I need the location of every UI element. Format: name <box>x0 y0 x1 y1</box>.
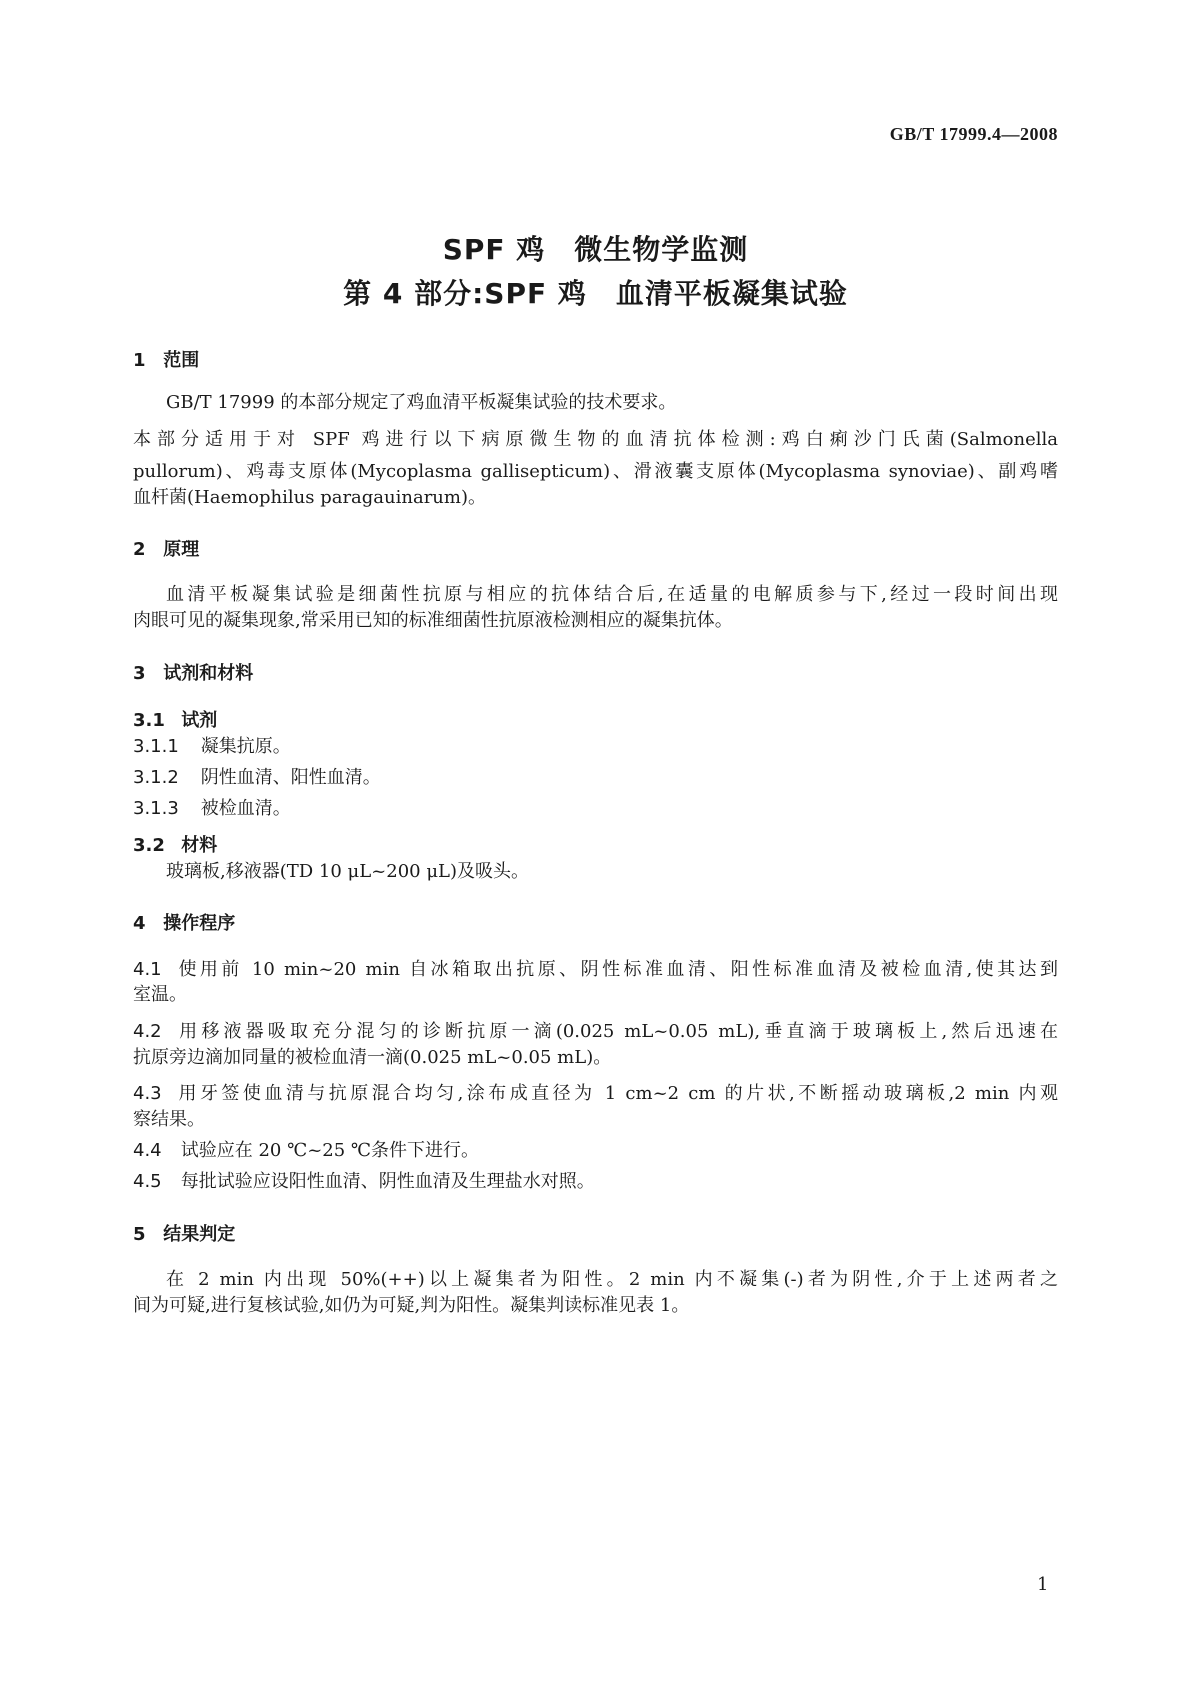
page-number: 1 <box>1037 1574 1049 1595</box>
title-line-2: 第 4 部分:SPF 鸡 血清平板凝集试验 <box>343 277 848 310</box>
item-text: 使用前 10 min~20 min 自冰箱取出抗原、阴性标准血清、阳性标准血清及被检血清,使其达到 <box>175 959 1058 980</box>
item-text: 用牙签使血清与抗原混合均匀,涂布成直径为 1 cm~2 cm 的片状,不断摇动玻璃板,2 min 内观 <box>175 1083 1058 1104</box>
section-number: 3.1 <box>133 710 165 731</box>
paragraph-line: pullorum)、鸡毒支原体(Mycoplasma gallisepticum)、滑液囊支原体(Mycoplasma synoviae)、副鸡嗜 <box>133 461 1058 482</box>
item-number: 4.4 <box>133 1140 162 1161</box>
section-number: 3.2 <box>133 835 165 856</box>
list-item <box>133 769 381 787</box>
list-item <box>133 1142 479 1160</box>
list-item <box>133 800 291 818</box>
section-3-heading <box>133 659 253 685</box>
item-number: 4.3 <box>133 1083 162 1104</box>
section-1-heading <box>133 346 199 372</box>
item-number: 3.1.2 <box>133 767 179 788</box>
section-title: 试剂和材料 <box>163 663 254 684</box>
item-text: 被检血清。 <box>200 798 291 819</box>
section-title: 试剂 <box>181 710 218 731</box>
item-number: 3.1.1 <box>133 736 179 757</box>
list-item <box>133 955 1058 981</box>
paragraph-line: 肉眼可见的凝集现象,常采用已知的标准细菌性抗原液检测相应的凝集抗体。 <box>133 610 733 631</box>
section-number: 2 <box>133 539 146 560</box>
paragraph-line: 血杆菌(Haemophilus paragauinarum)。 <box>133 487 486 508</box>
standard-code: GB/T 17999.4—2008 <box>889 124 1058 144</box>
section-number: 5 <box>133 1224 146 1245</box>
item-text: 每批试验应设阳性血清、阴性血清及生理盐水对照。 <box>180 1171 595 1192</box>
paragraph-line: 在 2 min 内出现 50%(++)以上凝集者为阳性。2 min 内不凝集(-)者为阴性,介于上述两者之 <box>166 1269 1058 1290</box>
item-number: 4.1 <box>133 959 162 980</box>
section-title: 原理 <box>163 539 200 560</box>
paragraph-line: 抗原旁边滴加同量的被检血清一滴(0.025 mL~0.05 mL)。 <box>133 1047 612 1068</box>
section-title: 材料 <box>181 835 218 856</box>
list-item <box>133 1079 1058 1105</box>
paragraph-line: 血清平板凝集试验是细菌性抗原与相应的抗体结合后,在适量的电解质参与下,经过一段时间出现 <box>166 584 1058 605</box>
paragraph-line: 间为可疑,进行复核试验,如仍为可疑,判为阳性。凝集判读标准见表 1。 <box>133 1295 690 1316</box>
item-text: 凝集抗原。 <box>200 736 291 757</box>
list-item <box>133 1017 1058 1043</box>
paragraph-line: 察结果。 <box>133 1109 205 1130</box>
item-number: 4.2 <box>133 1021 162 1042</box>
item-text: 阴性血清、阳性血清。 <box>200 767 381 788</box>
paragraph-line: 室温。 <box>133 984 187 1005</box>
section-title: 范围 <box>163 350 200 371</box>
list-item <box>133 738 291 756</box>
subsection-3-2-heading <box>133 831 217 857</box>
section-5-heading <box>133 1220 235 1246</box>
section-number: 4 <box>133 913 146 934</box>
paragraph: 玻璃板,移液器(TD 10 μL~200 μL)及吸头。 <box>166 861 530 882</box>
paragraph: GB/T 17999 的本部分规定了鸡血清平板凝集试验的技术要求。 <box>166 392 677 413</box>
item-number: 4.5 <box>133 1171 162 1192</box>
subsection-3-1-heading <box>133 706 217 732</box>
section-title: 操作程序 <box>163 913 236 934</box>
section-number: 3 <box>133 663 146 684</box>
title-line-1: SPF 鸡 微生物学监测 <box>442 233 749 266</box>
list-item <box>133 1173 595 1191</box>
item-number: 3.1.3 <box>133 798 179 819</box>
section-title: 结果判定 <box>163 1224 236 1245</box>
section-2-heading <box>133 535 199 561</box>
section-4-heading <box>133 909 235 935</box>
paragraph-line: 本部分适用于对 SPF 鸡进行以下病原微生物的血清抗体检测:鸡白痢沙门氏菌(Salmonella <box>133 429 1058 450</box>
item-text: 用移液器吸取充分混匀的诊断抗原一滴(0.025 mL~0.05 mL),垂直滴于玻璃板上,然后迅速在 <box>175 1021 1058 1042</box>
item-text: 试验应在 20 ℃~25 ℃条件下进行。 <box>180 1140 480 1161</box>
section-number: 1 <box>133 350 146 371</box>
